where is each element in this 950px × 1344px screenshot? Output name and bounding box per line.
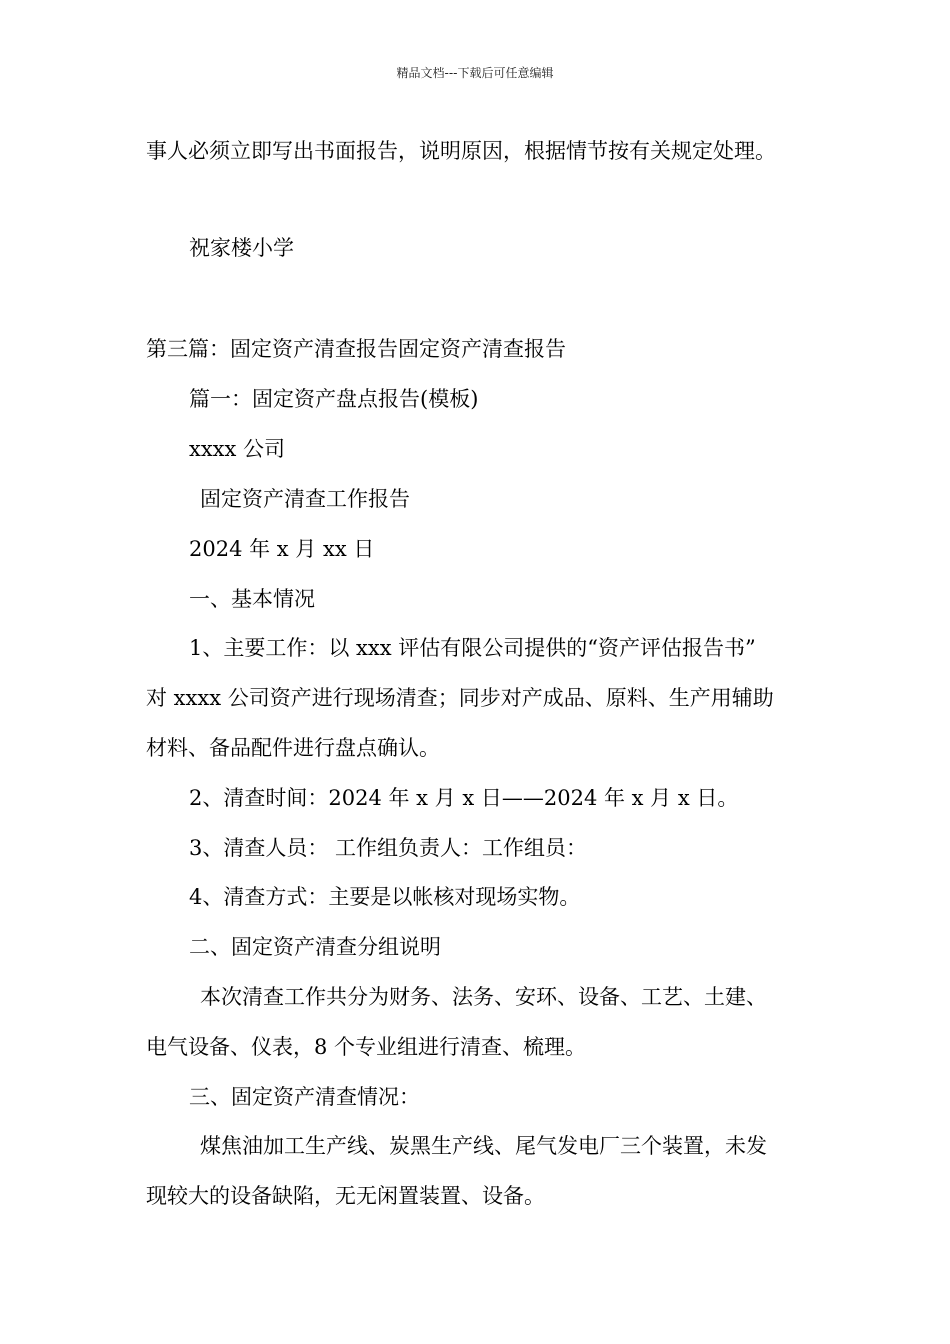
heading-grouping: 二、固定资产清查分组说明 xyxy=(189,935,441,959)
heading-check-status: 三、固定资产清查情况： xyxy=(189,1085,420,1109)
heading-basic-situation: 一、基本情况 xyxy=(189,587,315,611)
item-check-method: 4、清查方式：主要是以帐核对现场实物。 xyxy=(189,885,581,909)
section-title: 篇一：固定资产盘点报告(模板) xyxy=(189,387,479,411)
item-main-work-cont-2: 材料、备品配件进行盘点确认。 xyxy=(146,736,440,760)
company-name: xxxx 公司 xyxy=(189,437,286,461)
item-check-time: 2、清查时间：2024 年 x 月 x 日——2024 年 x 月 x 日。 xyxy=(189,786,739,810)
status-paragraph: 煤焦油加工生产线、炭黑生产线、尾气发电厂三个装置，未发 xyxy=(200,1134,767,1158)
grouping-paragraph: 本次清查工作共分为财务、法务、安环、设备、工艺、土建、 xyxy=(200,985,767,1009)
status-paragraph-cont: 现较大的设备缺陷，无无闲置装置、设备。 xyxy=(146,1184,545,1208)
page-header: 精品文档---下载后可任意编辑 xyxy=(396,66,554,80)
item-main-work-cont-1: 对 xxxx 公司资产进行现场清查；同步对产成品、原料、生产用辅助 xyxy=(146,686,774,710)
grouping-paragraph-cont: 电气设备、仪表，8 个专业组进行清查、梳理。 xyxy=(146,1035,587,1059)
chapter-title: 第三篇：固定资产清查报告固定资产清查报告 xyxy=(146,337,566,361)
school-name: 祝家楼小学 xyxy=(189,236,294,260)
report-date: 2024 年 x 月 xx 日 xyxy=(189,537,375,561)
item-main-work: 1、主要工作：以 xxx 评估有限公司提供的“资产评估报告书” xyxy=(189,636,756,660)
report-title: 固定资产清查工作报告 xyxy=(200,487,410,511)
paragraph-continuation: 事人必须立即写出书面报告，说明原因，根据情节按有关规定处理。 xyxy=(146,139,776,163)
item-check-personnel: 3、清查人员： 工作组负责人：工作组员： xyxy=(189,836,588,860)
